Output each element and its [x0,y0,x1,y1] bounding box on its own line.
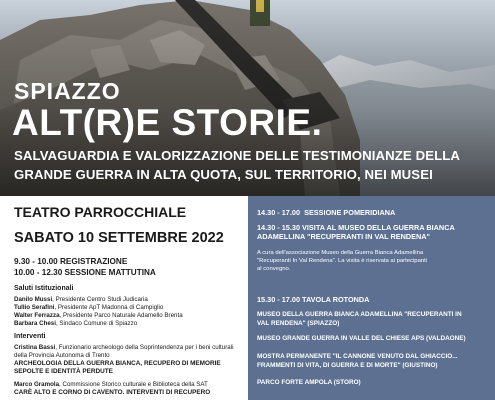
interventi-list [14,344,246,400]
speaker-role: , Presidente ApT Madonna di Campiglio [54,304,164,312]
speaker-role: , Funzionario archeologo della Soprintendenza per i beni culturali della Provincia Autonoma di Trento [14,344,234,360]
event-title: ALT(R)E STORIE. [12,102,323,143]
saluti-list [14,296,246,328]
museum-item-3-line1: MOSTRA PERMANENTE "IL CANNONE VENUTO DAL GHIACCIO... [257,353,458,360]
saluti-heading: Saluti Istituzionali [14,285,74,292]
list-item [14,312,246,320]
venue-heading: TEATRO PARROCCHIALE [14,204,187,220]
museum-item-1-line2: VAL RENDENA" (SPIAZZO) [257,320,340,327]
event-subtitle-line1: SALVAGUARDIA E VALORIZZAZIONE DELLE TESTIMONIANZE DELLA [14,148,461,163]
museum-item-3-line2: FRAMMENTI DI VITA, DI GUERRA E DI MORTE" (GIUSTINO) [257,362,438,369]
round-table-heading: 15.30 - 17.00 TAVOLA ROTONDA [257,295,370,304]
visit-note-line2: "Recuperanti In Val Rendena". La visita è riservata ai partecipanti [257,258,428,264]
visit-note-line1: A cura dell'associazione Museo della Guerra Bianca Adamellina [257,250,424,256]
museum-item-2: MUSEO GRANDE GUERRA IN VALLE DEL CHIESE APS (VALDAONE) [257,335,466,342]
event-subtitle-line2: GRANDE GUERRA IN ALTA QUOTA, SUL TERRITORIO, NEI MUSEI [14,167,433,182]
speaker-name: Tullio Serafini [14,304,55,312]
speaker-name: Barbara Chesi [14,320,56,328]
session-label: SESSIONE POMERIDIANA [304,208,396,217]
list-item [14,304,246,312]
museum-item-4: PARCO FORTE AMPOLA (STORO) [257,379,361,386]
speaker-role: , Sindaco Comune di Spiazzo [55,320,138,328]
morning-program [0,196,248,400]
visit-note-line3: al convegno. [257,266,291,272]
event-date: SABATO 10 SETTEMBRE 2022 [14,230,224,246]
schedule-registration: 9.30 - 10.00 REGISTRAZIONE [14,257,128,266]
list-item [14,344,246,376]
speaker-name: Cristina Bassi [14,344,56,351]
speaker-name: Walter Ferrazza [14,312,60,320]
session-time: 14.30 - 17.00 [257,208,301,217]
list-item [14,381,246,397]
schedule-morning-session: 10.00 - 12.30 SESSIONE MATTUTINA [14,268,156,277]
interventi-heading: Interventi [14,333,46,340]
talk-title: ARCHEOLOGIA DELLA GUERRA BIANCA, RECUPERO DI MEMORIE SEPOLTE E IDENTITÀ PERDUTE [14,360,221,376]
museum-item-1-line1: MUSEO DELLA GUERRA BIANCA ADAMELLINA "RECUPERANTI IN [257,311,462,318]
talk-title: CARÈ ALTO E CORNO DI CAVENTO. INTERVENTI DI RECUPERO [14,389,211,397]
afternoon-session-heading [257,208,395,217]
museum-visit-line1: 14.30 - 15.30 VISITA AL MUSEO DELLA GUERRA BIANCA [257,223,455,232]
speaker-role: , Presidente Centro Studi Judicaria [52,296,148,303]
museum-visit-line2: ADAMELLINA "RECUPERANTI IN VAL RENDENA" [257,232,430,241]
list-item [14,320,246,328]
afternoon-program [248,196,495,400]
list-item [14,296,246,304]
hero-banner [0,0,495,196]
speaker-name: Marco Gramola [14,381,60,389]
speaker-name: Danilo Mussi [14,296,53,303]
speaker-role: , Presidente Parco Naturale Adamello Brenta [59,312,183,320]
speaker-role: , Commissione Storico culturale e Biblioteca della SAT [59,381,208,389]
event-place: SPIAZZO [14,78,121,104]
